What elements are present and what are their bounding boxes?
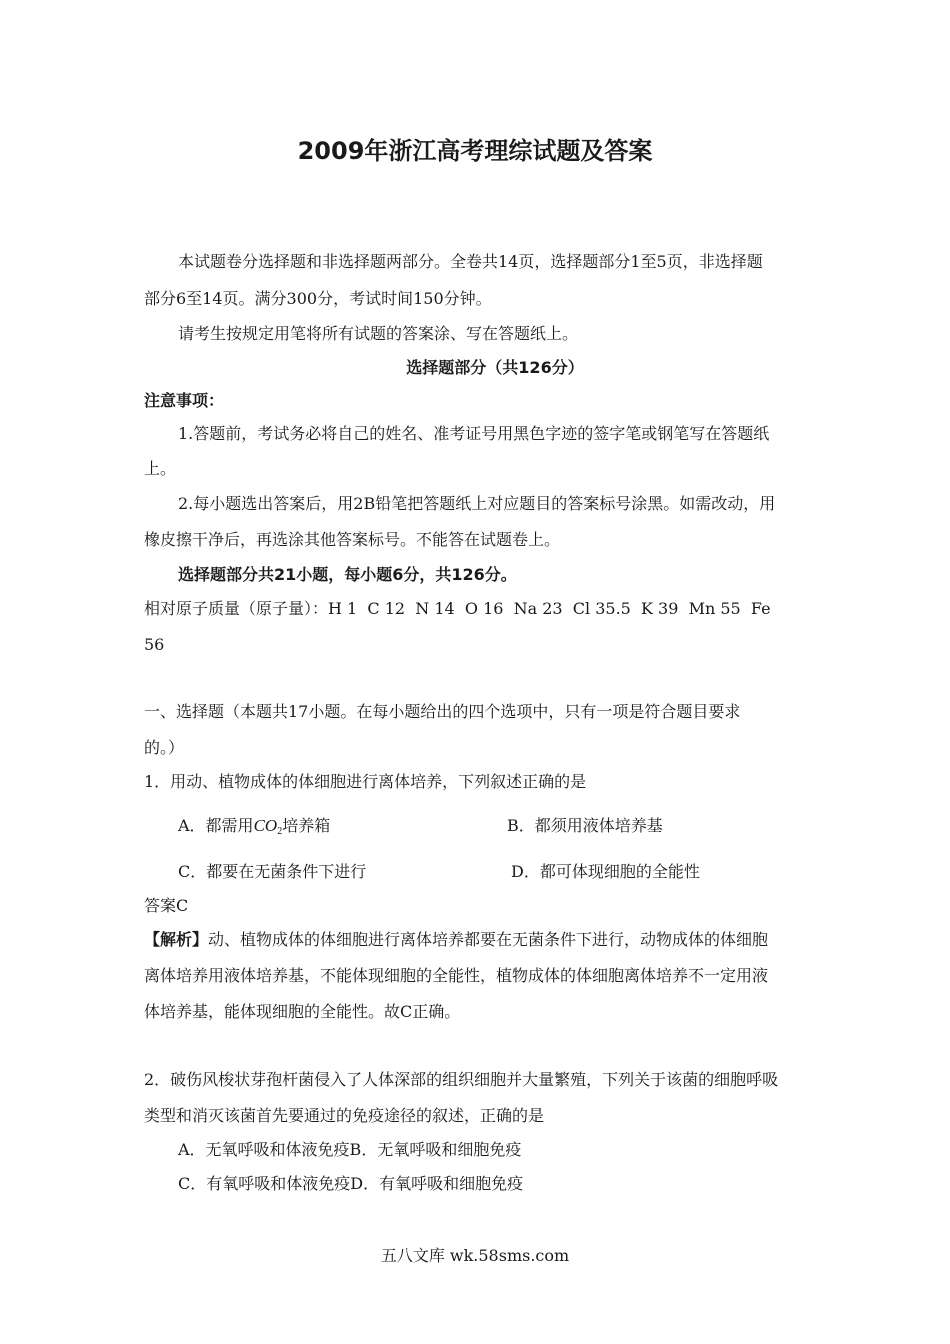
q1-option-a-prefix: A．都需用 [178, 816, 254, 835]
intro-line-2: 部分6至14页。满分300分，考试时间150分钟。 [144, 289, 492, 308]
co2-formula [254, 816, 283, 835]
q2-stem-line-1: 2．破伤风梭状芽孢杆菌侵入了人体深部的组织细胞并大量繁殖，下列关于该菌的细胞呼吸 [144, 1070, 779, 1089]
q1-option-d: D．都可体现细胞的全能性 [511, 862, 700, 881]
co2-subscript: 2 [277, 826, 283, 837]
notice-item-1-line-2: 上。 [144, 459, 177, 478]
notice-summary: 选择题部分共21小题，每小题6分，共126分。 [178, 565, 517, 584]
q1-option-a [178, 816, 330, 842]
q2-options-ab: A．无氧呼吸和体液免疫B．无氧呼吸和细胞免疫 [178, 1140, 522, 1159]
q2-options-cd: C．有氧呼吸和体液免疫D．有氧呼吸和细胞免疫 [178, 1174, 524, 1193]
notice-item-2-line-1: 2.每小题选出答案后，用2B铅笔把答题纸上对应题目的答案标号涂黑。如需改动，用 [178, 494, 776, 513]
document-title: 2009年浙江高考理综试题及答案 [297, 137, 653, 165]
intro-line-3: 请考生按规定用笔将所有试题的答案涂、写在答题纸上。 [178, 324, 579, 343]
q1-option-c: C．都要在无菌条件下进行 [178, 862, 367, 881]
intro-line-1: 本试题卷分选择题和非选择题两部分。全卷共14页，选择题部分1至5页，非选择题 [178, 252, 763, 271]
q1-analysis-line-1 [144, 930, 768, 950]
page-footer: 五八文库 wk.58sms.com [380, 1246, 570, 1265]
q1-stem: 1．用动、植物成体的体细胞进行离体培养，下列叙述正确的是 [144, 772, 587, 791]
co2-formula-text: CO [253, 816, 278, 835]
q1-option-a-suffix: 培养箱 [282, 816, 331, 835]
notice-item-2-line-2: 橡皮擦干净后，再选涂其他答案标号。不能答在试题卷上。 [144, 530, 561, 549]
part1-line-2: 的。） [144, 738, 185, 757]
q1-answer: 答案C [144, 896, 189, 915]
atomic-mass-line-1: 相对原子质量（原子量）：H 1 C 12 N 14 O 16 Na 23 Cl 35.5 K 39 Mn 55 Fe [144, 599, 771, 618]
part1-line-1: 一、选择题（本题共17小题。在每小题给出的四个选项中，只有一项是符合题目要求 [144, 702, 741, 721]
q1-analysis-line-2: 离体培养用液体培养基，不能体现细胞的全能性，植物成体的体细胞离体培养不一定用液 [144, 966, 769, 985]
notice-item-1-line-1: 1.答题前，考试务必将自己的姓名、准考证号用黑色字迹的签字笔或钢笔写在答题纸 [178, 424, 770, 443]
q1-option-b: B．都须用液体培养基 [507, 816, 663, 835]
section-heading: 选择题部分（共126分） [406, 358, 584, 377]
notice-heading: 注意事项： [144, 391, 225, 410]
q1-analysis-line-3: 体培养基，能体现细胞的全能性。故C正确。 [144, 1002, 461, 1021]
analysis-tag: 【解析】 [144, 930, 209, 949]
atomic-mass-line-2: 56 [144, 635, 165, 654]
analysis-text-1: 动、植物成体的体细胞进行离体培养都要在无菌条件下进行，动物成体的体细胞 [208, 930, 769, 949]
q2-stem-line-2: 类型和消灭该菌首先要通过的免疫途径的叙述，正确的是 [144, 1106, 545, 1125]
